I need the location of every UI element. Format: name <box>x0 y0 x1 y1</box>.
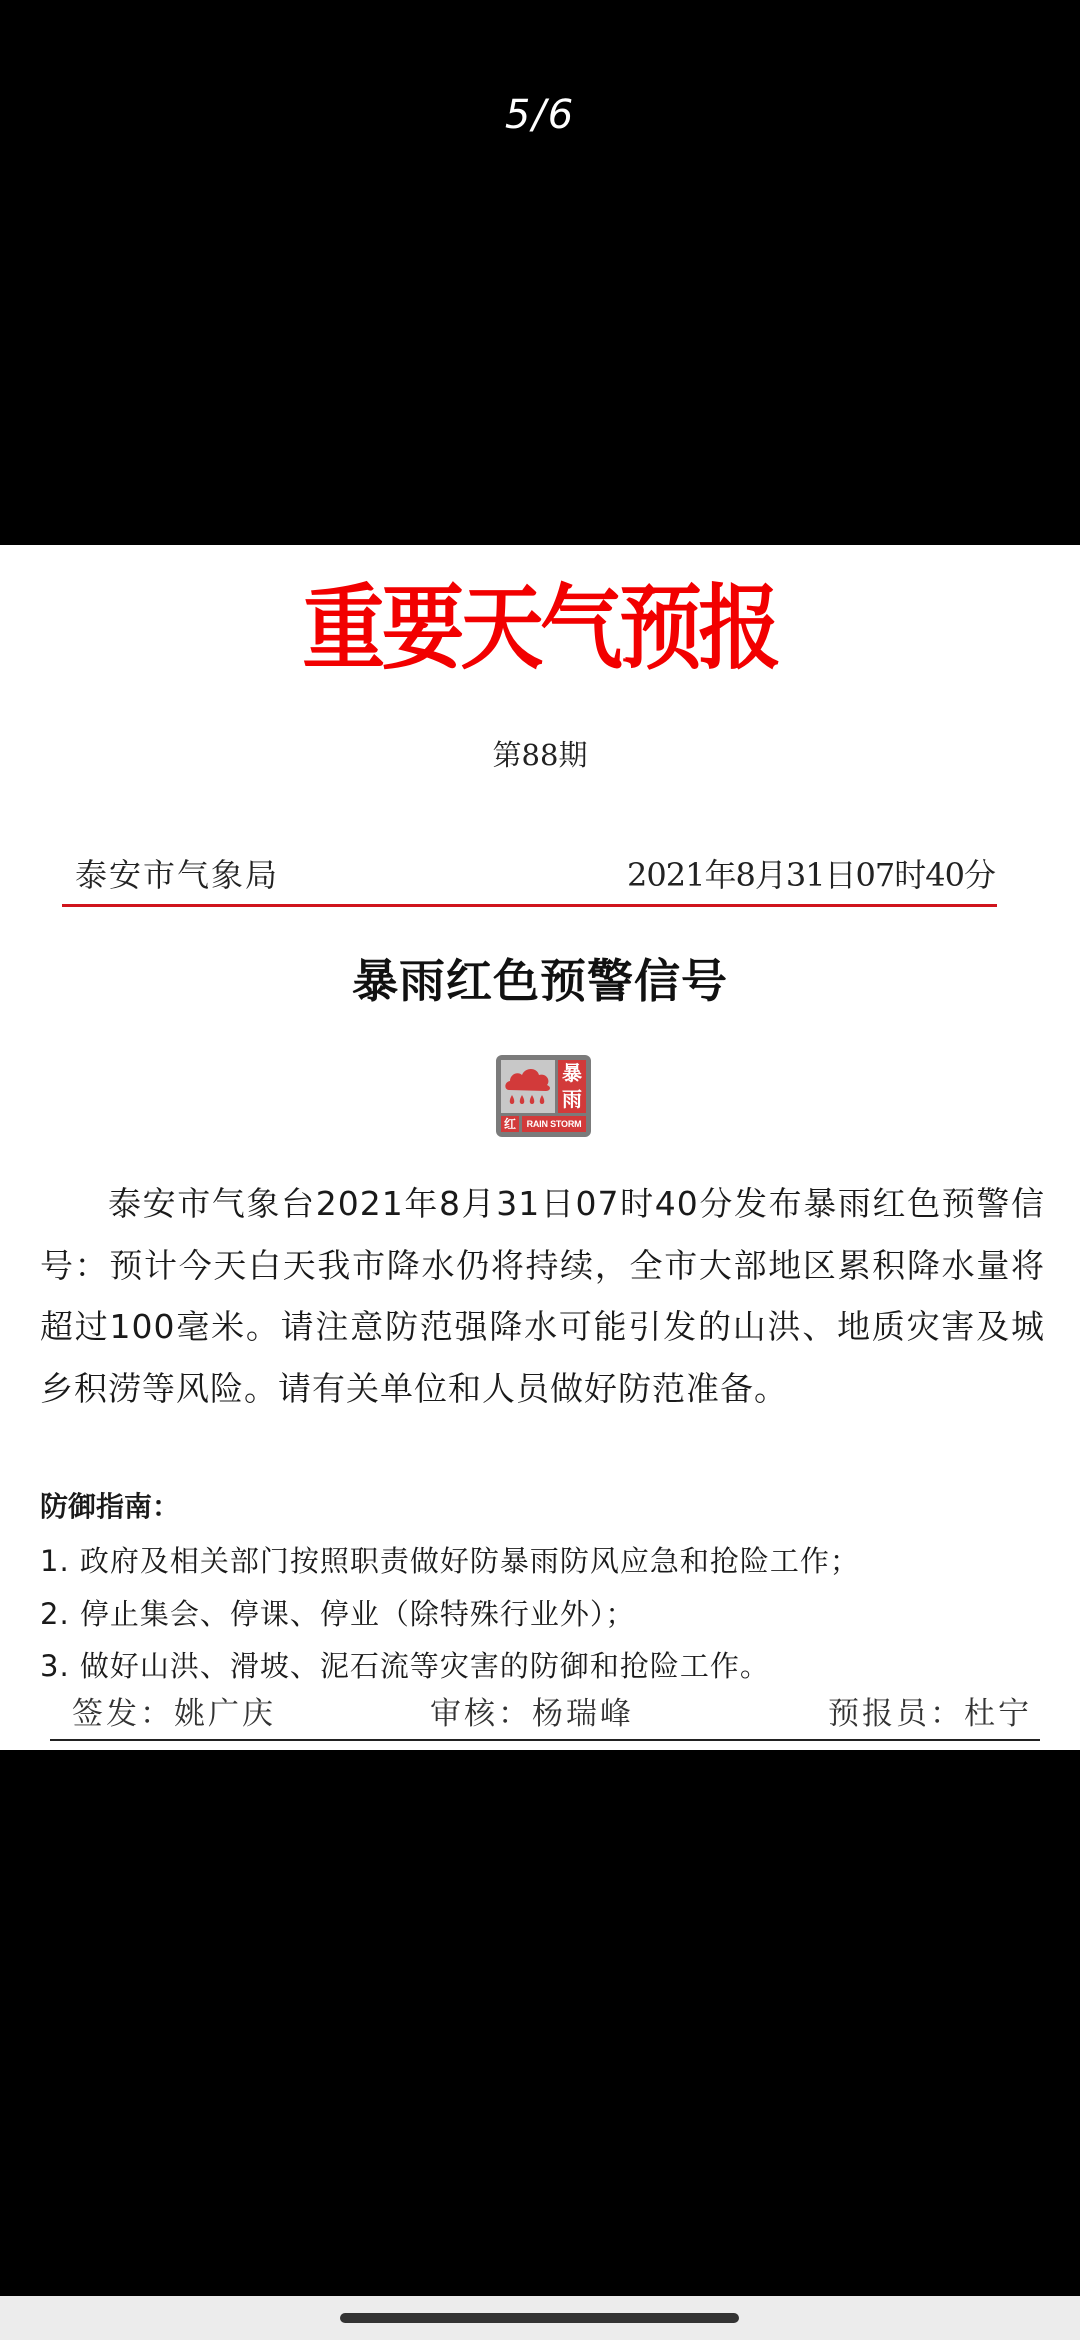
badge-side-text: 暴 雨 <box>558 1060 586 1113</box>
rainstorm-red-warning-icon <box>496 1055 591 1137</box>
warning-title: 暴雨红色预警信号 <box>352 954 728 1008</box>
document-image[interactable] <box>0 545 1080 1750</box>
badge-label: RAIN STORM <box>522 1116 586 1132</box>
issue-number: 第88期 <box>492 738 588 772</box>
home-indicator[interactable] <box>340 2313 739 2323</box>
guide-item: 3. 做好山洪、滑坡、泥石流等灾害的防御和抢险工作。 <box>40 1649 770 1683</box>
guide-heading: 防御指南： <box>40 1490 181 1523</box>
signer: 签发：姚广庆 <box>72 1696 276 1732</box>
signature-row <box>72 1688 1032 1732</box>
forecaster: 预报员：杜宁 <box>828 1696 1032 1732</box>
document-title: 重要天气预报 <box>302 574 778 682</box>
guide-item: 2. 停止集会、停课、停业（除特殊行业外）； <box>40 1596 636 1631</box>
image-counter: 5/6 <box>504 92 576 138</box>
cloud-rain-icon <box>501 1060 555 1113</box>
signature-divider <box>50 1739 1040 1741</box>
guide-item: 1. 政府及相关部门按照职责做好防暴雨防风应急和抢险工作； <box>40 1544 860 1578</box>
issue-datetime: 2021年8月31日07时40分 <box>627 856 995 894</box>
issuer-name: 泰安市气象局 <box>75 856 280 894</box>
navigation-bar <box>0 2296 1080 2340</box>
reviewer: 审核：杨瑞峰 <box>430 1696 634 1732</box>
guide-list <box>40 1535 860 1693</box>
badge-level-text: 红 <box>501 1116 519 1132</box>
red-divider <box>62 904 997 907</box>
warning-body: 泰安市气象台2021年8月31日07时40分发布暴雨红色预警信号：预计今天白天我市降水仍将持续，全市大部地区累积降水量将超过100毫米。请注意防范强降水可能引发的山洪、地质灾害及城乡积涝等风险。请有关单位和人员做好防范准备。 <box>40 1184 1045 1408</box>
